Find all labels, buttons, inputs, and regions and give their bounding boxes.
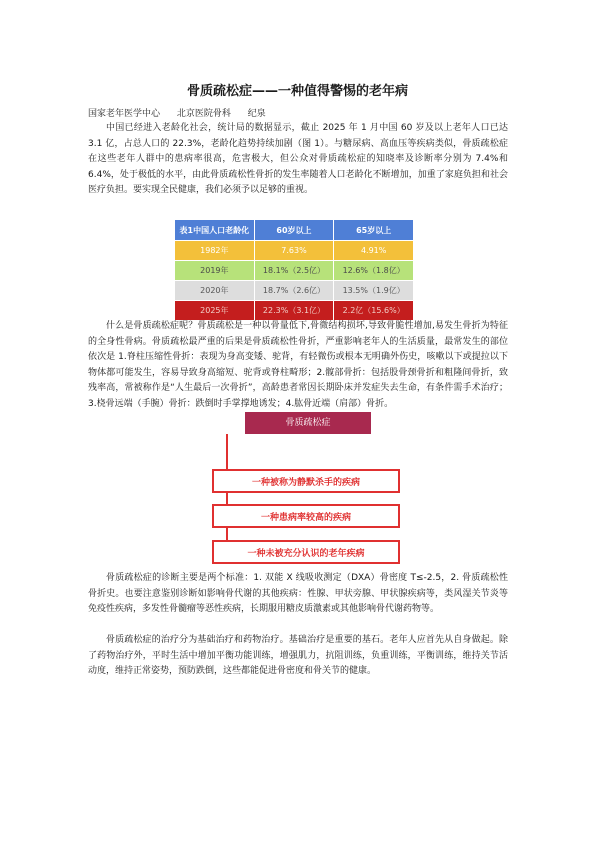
osteoporosis-diagram (212, 412, 402, 566)
table-cell: 2025年 (175, 301, 255, 321)
table-header-cell: 表1中国人口老龄化 (175, 220, 255, 241)
table-cell: 7.63% (254, 241, 334, 261)
diagram-item: 一种未被充分认识的老年疾病 (212, 540, 400, 564)
table-cell: 4.91% (334, 241, 414, 261)
table-cell: 2020年 (175, 281, 255, 301)
diagram-item: 一种被称为静默杀手的疾病 (212, 469, 400, 493)
table-header-cell: 60岁以上 (254, 220, 334, 241)
table-row (175, 241, 414, 261)
byline (88, 106, 280, 119)
table-row (175, 301, 414, 321)
table-header-row (175, 220, 414, 241)
table-cell: 2019年 (175, 261, 255, 281)
byline-author: 纪泉 (247, 109, 266, 119)
table-cell: 22.3%（3.1亿） (254, 301, 334, 321)
table-cell: 18.1%（2.5亿） (254, 261, 334, 281)
paragraph-diagnosis: 骨质疏松症的诊断主要是两个标准：1. 双能 X 线吸收测定（DXA）骨密度 T≤-2.5，2. 骨质疏松性骨折史。也要注意鉴别诊断如影响骨代谢的其他疾病：性腺、甲状旁腺、甲状腺疾病等，类风湿关节炎等免疫性疾病，多发性骨髓瘤等恶性疾病，长期服用糖皮质激素或其他影响骨代谢药物等。 (88, 573, 508, 615)
byline-org-center: 国家老年医学中心 (88, 109, 161, 119)
table-header-cell: 65岁以上 (334, 220, 414, 241)
table-cell: 18.7%（2.6亿） (254, 281, 334, 301)
table-row (175, 261, 414, 281)
table-cell: 13.5%（1.9亿） (334, 281, 414, 301)
table-row (175, 281, 414, 301)
table-cell: 2.2亿（15.6%） (334, 301, 414, 321)
article-title: 骨质疏松症——一种值得警惕的老年病 (186, 84, 408, 99)
aging-table (174, 219, 414, 321)
paragraph-definition: 什么是骨质疏松症呢？骨质疏松是一种以骨量低下,骨微结构损坏,导致骨脆性增加,易发生骨折为特征的全身性骨病。骨质疏松最严重的后果是骨质疏松性骨折，严重影响老年人的生活质量，最常发生的部位依次是 1.脊柱压缩性骨折：表现为身高变矮、驼背，有轻微伤或根本无明确外伤史，咳嗽以下或提拉以下物体都可能发生，容易导致身高缩短、驼背或脊柱畸形；2.髋部骨折：包括股骨颈骨折和粗隆间骨折，致残率高，常被称作是“人生最后一次骨折”，高龄患者常因长期卧床并发症失去生命，有条件需手术治疗；3.桡骨远端（手腕）骨折：跌倒时手掌撑地诱发；4.肱骨近端（肩部）骨折。 (88, 321, 508, 409)
diagram-heading: 骨质疏松症 (245, 412, 371, 434)
byline-org-dept: 北京医院骨科 (176, 109, 231, 119)
table-cell: 12.6%（1.8亿） (334, 261, 414, 281)
table-cell: 1982年 (175, 241, 255, 261)
paragraph-treatment: 骨质疏松症的治疗分为基础治疗和药物治疗。基础治疗是重要的基石。老年人应首先从自身做起。除了药物治疗外，平时生活中增加平衡功能训练，增强肌力，抗阻训练，负重训练，平衡训练，维持关节活动度，维持正常姿势，预防跌倒，这些都能促进骨密度和骨关节的健康。 (88, 635, 508, 677)
paragraph-intro: 中国已经进入老龄化社会，统计局的数据显示，截止 2025 年 1 月中国 60 岁及以上老年人口已达 3.1 亿，占总人口的 22.3%，老龄化趋势持续加剧（图 1）。与糖尿病、高血压等疾病类似，骨质疏松症在这些老年人群中的患病率很高，危害极大，但公众对骨质疏松症的知晓率及诊断率分别为 7.4%和 6.4%，处于极低的水平，由此骨质疏松性骨折的发生率随着人口老龄化不断增加，加重了家庭负担和社会医疗负担。要实现全民健康，我们必须予以足够的重视。 (88, 123, 508, 196)
diagram-item: 一种患病率较高的疾病 (212, 504, 400, 528)
